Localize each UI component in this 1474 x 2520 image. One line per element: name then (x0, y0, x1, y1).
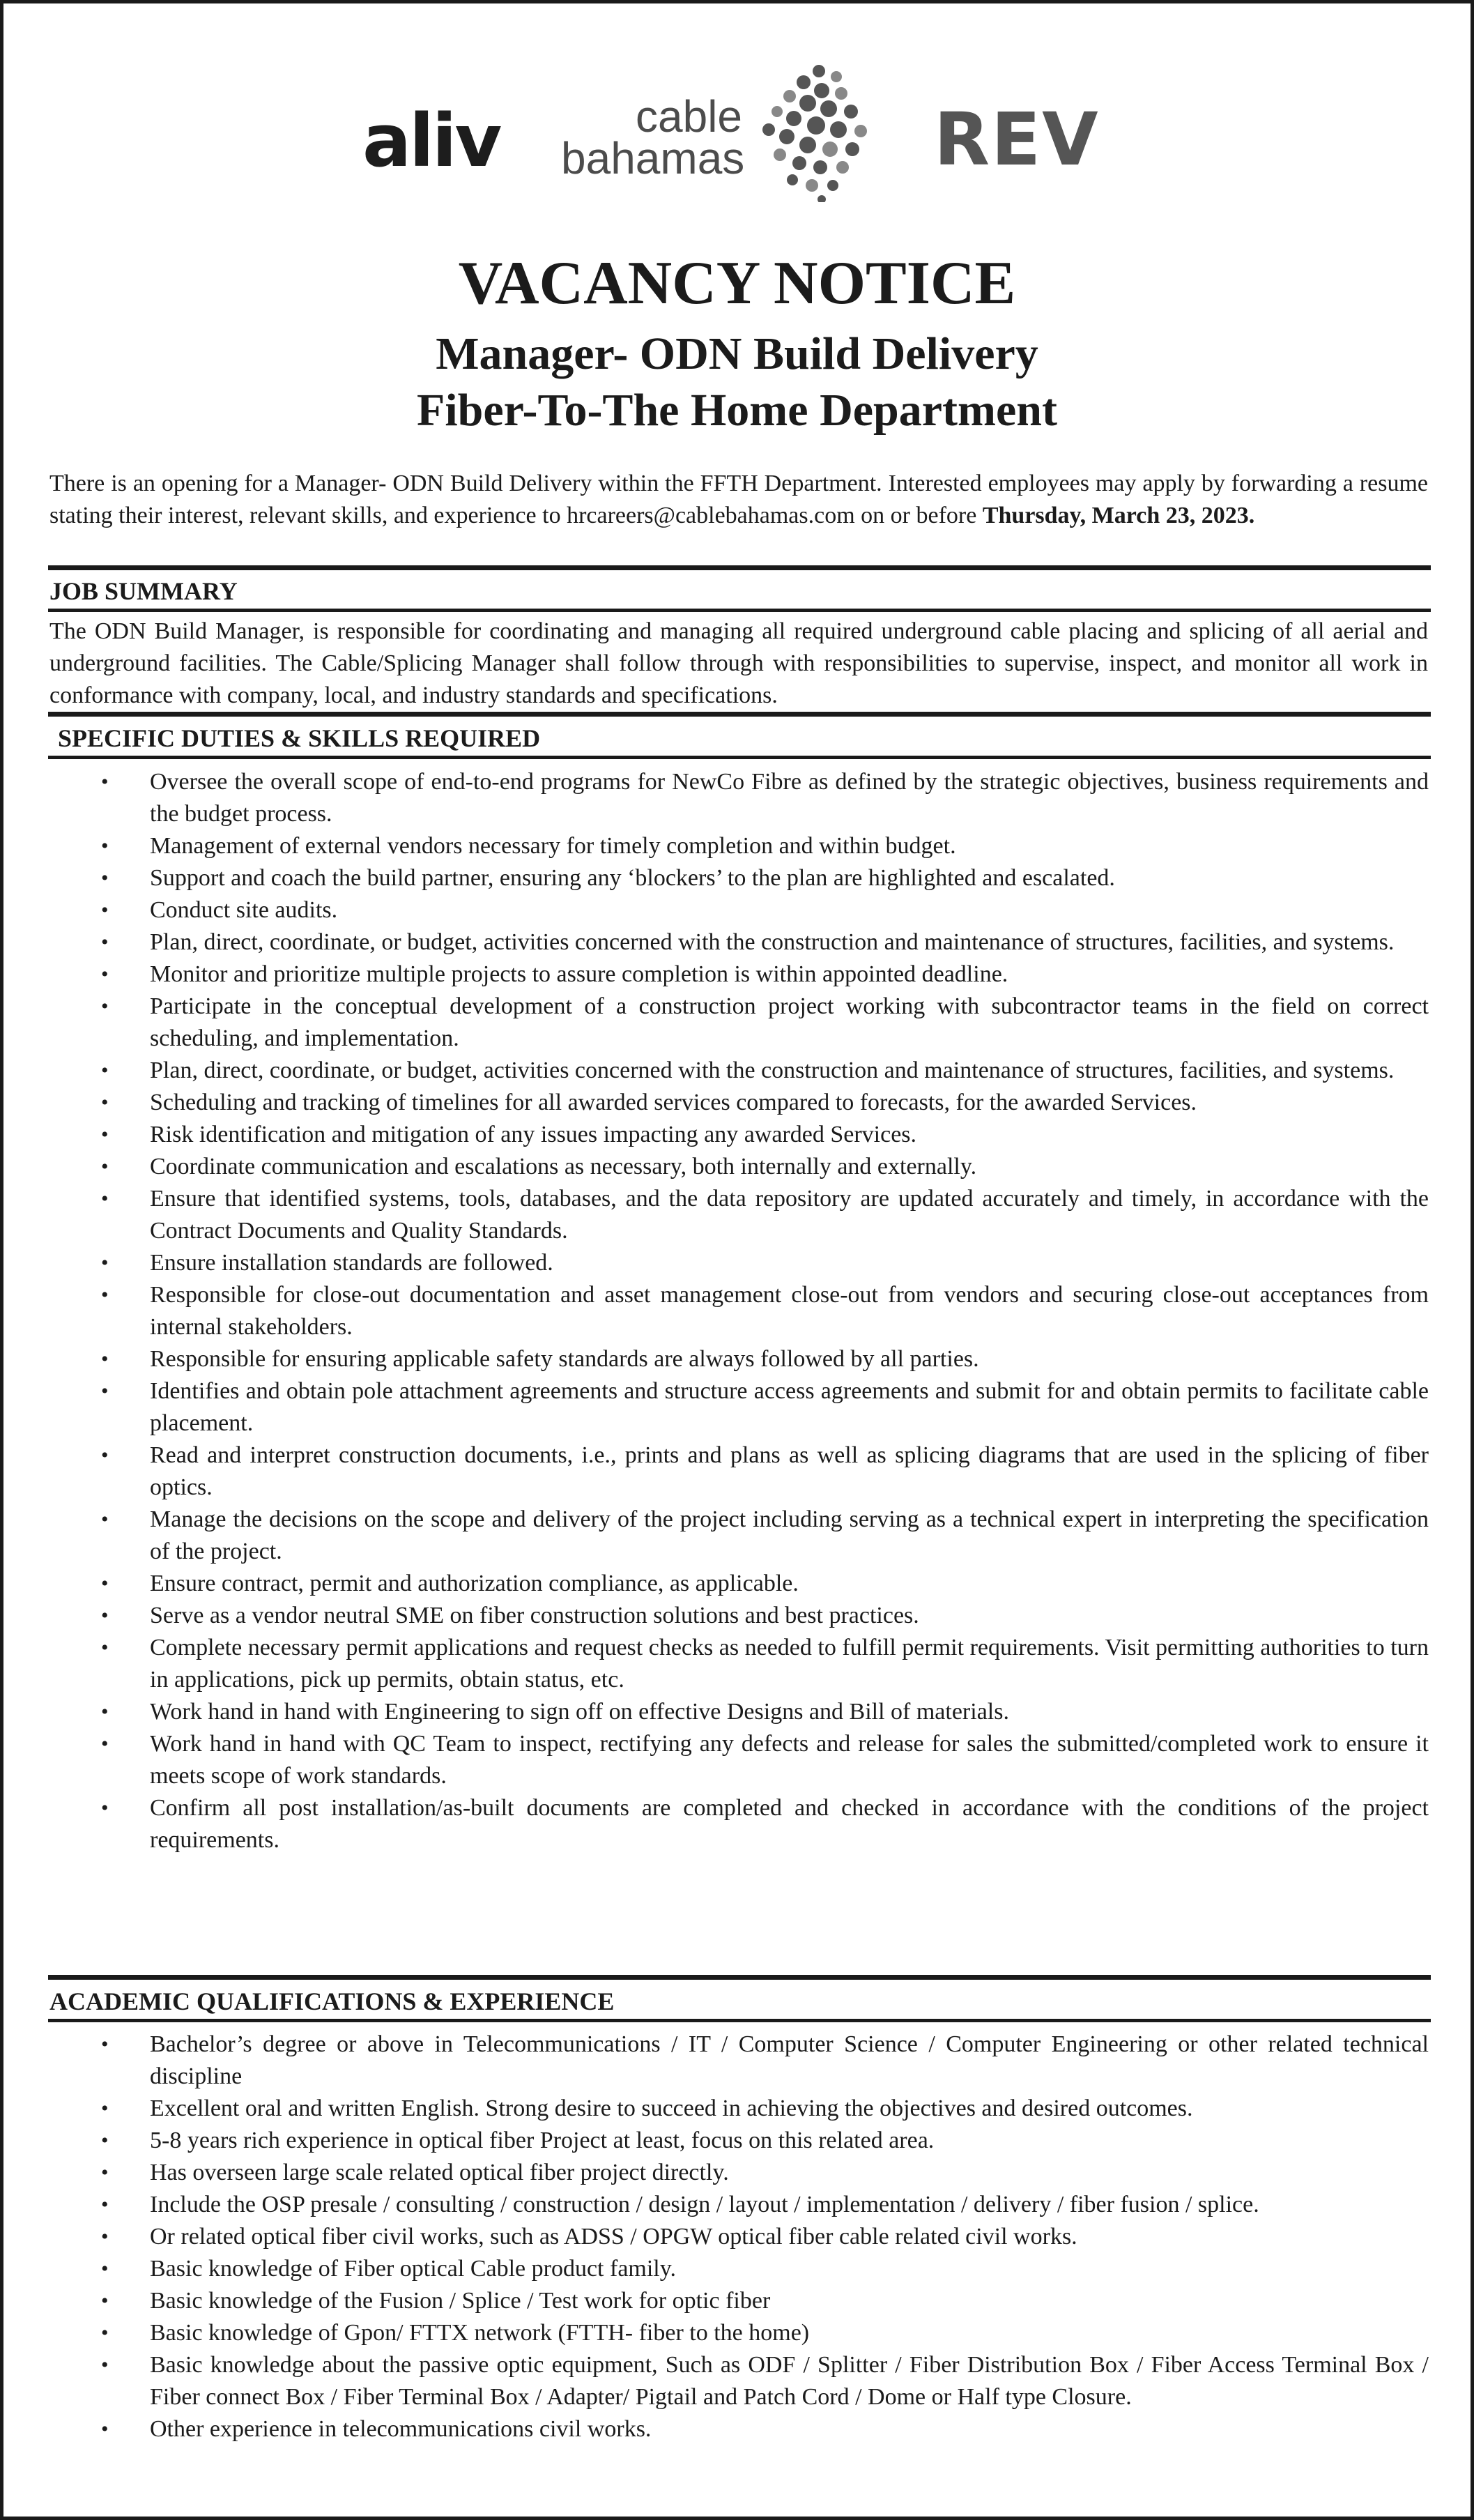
bullet-icon: • (101, 1444, 109, 1467)
bullet-icon: • (101, 1700, 109, 1723)
list-item (3, 2157, 1474, 2189)
bullet-icon: • (101, 2257, 109, 2280)
bullet-icon: • (101, 963, 109, 986)
bullet-icon: • (101, 1604, 109, 1627)
department-title: Fiber-To-The Home Department (417, 385, 1057, 436)
bullet-icon: • (101, 1283, 109, 1306)
list-item (3, 1696, 1474, 1728)
bullet-icon: • (101, 1187, 109, 1210)
bullet-icon: • (101, 2161, 109, 2184)
duties-heading: SPECIFIC DUTIES & SKILLS REQUIRED (58, 724, 541, 752)
bullet-icon: • (101, 2129, 109, 2152)
job-title: Manager- ODN Build Delivery (436, 328, 1038, 379)
list-item-text: Scheduling and tracking of timelines for all awarded services compared to forecasts, for the awarded Services. (150, 1090, 1197, 1115)
list-item (3, 894, 1474, 926)
bullet-icon: • (101, 2353, 109, 2376)
list-item (3, 1247, 1474, 1279)
section-divider (48, 609, 1431, 612)
list-item (3, 1343, 1474, 1375)
list-item (3, 1600, 1474, 1632)
bullet-icon: • (101, 1347, 109, 1370)
aliv-logo: aliv (362, 98, 500, 183)
list-item (3, 1504, 1474, 1568)
list-item-text: Read and interpret construction documents, i.e., prints and plans as well as splicing diagrams that are used in the splicing of fiber optics. (150, 1442, 1429, 1500)
bullet-icon: • (101, 1572, 109, 1595)
list-item (3, 862, 1474, 894)
list-item (3, 1375, 1474, 1440)
list-item (3, 2029, 1474, 2093)
rev-logo: REV (934, 97, 1100, 182)
list-item (3, 2413, 1474, 2445)
cable-bahamas-dots-logo-icon (749, 63, 889, 202)
intro-text: There is an opening for a Manager- ODN Build Delivery within the FFTH Department. Interested employees may apply by forwarding a resume stating their interest, relevant skills, and experience to hrcareers@cablebahamas.com on or before (49, 471, 1428, 528)
section-divider (48, 756, 1431, 759)
bullet-icon: • (101, 866, 109, 889)
cable-bahamas-logo-line1: cable (636, 91, 742, 142)
bullet-icon: • (101, 1059, 109, 1082)
section-divider (48, 712, 1431, 717)
list-item (3, 991, 1474, 1055)
list-item-text: Or related optical fiber civil works, such as ADSS / OPGW optical fiber cable related civil works. (150, 2224, 1077, 2250)
qualifications-heading: ACADEMIC QUALIFICATIONS & EXPERIENCE (49, 1987, 615, 2015)
list-item (3, 2093, 1474, 2125)
list-item-text: Excellent oral and written English. Strong desire to succeed in achieving the objectives and desired outcomes. (150, 2095, 1193, 2121)
bullet-icon: • (101, 2289, 109, 2312)
list-item (3, 1055, 1474, 1087)
section-divider (48, 1975, 1431, 1980)
list-item-text: Work hand in hand with QC Team to inspect, rectifying any defects and release for sales the submitted/completed work to ensure it meets scope of work standards. (150, 1731, 1429, 1789)
section-divider (48, 565, 1431, 570)
list-item-text: Identifies and obtain pole attachment agreements and structure access agreements and submit for and obtain permits to facilitate cable placement. (150, 1378, 1429, 1436)
list-item-text: Monitor and prioritize multiple projects to assure completion is within appointed deadline. (150, 961, 1008, 987)
bullet-icon: • (101, 2225, 109, 2248)
list-item-text: Ensure that identified systems, tools, databases, and the data repository are updated accurately and timely, in accordance with the Contract Documents and Quality Standards. (150, 1186, 1429, 1244)
list-item (3, 959, 1474, 991)
page-title: VACANCY NOTICE (458, 250, 1016, 317)
list-item (3, 1440, 1474, 1504)
list-item (3, 1792, 1474, 1856)
list-item-text: Responsible for close-out documentation and asset management close-out from vendors and securing close-out acceptances from internal stakeholders. (150, 1282, 1429, 1340)
qualifications-list (3, 2029, 1474, 2445)
bullet-icon: • (101, 2418, 109, 2441)
list-item (3, 2221, 1474, 2253)
bullet-icon: • (101, 770, 109, 793)
bullet-icon: • (101, 2321, 109, 2344)
list-item-text: Conduct site audits. (150, 897, 338, 923)
list-item-text: Include the OSP presale / consulting / construction / design / layout / implementation / delivery / fiber fusion / splice. (150, 2192, 1259, 2217)
duties-list (3, 766, 1474, 1856)
bullet-icon: • (101, 899, 109, 922)
list-item (3, 1279, 1474, 1343)
list-item (3, 2349, 1474, 2413)
list-item-text: Coordinate communication and escalations as necessary, both internally and externally. (150, 1154, 977, 1179)
cable-bahamas-logo-line2: bahamas (561, 133, 745, 183)
list-item-text: Participate in the conceptual development of a construction project working with subcontractor teams in the field on correct scheduling, and implementation. (150, 993, 1429, 1051)
list-item (3, 926, 1474, 959)
list-item (3, 1632, 1474, 1696)
list-item-text: Manage the decisions on the scope and delivery of the project including serving as a technical expert in interpreting the specification of the project. (150, 1506, 1429, 1564)
list-item-text: Ensure installation standards are followed. (150, 1250, 553, 1276)
list-item-text: Has overseen large scale related optical fiber project directly. (150, 2160, 729, 2185)
bullet-icon: • (101, 834, 109, 857)
list-item (3, 2253, 1474, 2285)
job-summary-text: The ODN Build Manager, is responsible for coordinating and managing all required underground cable placing and splicing of all aerial and underground facilities. The Cable/Splicing Manager shall follow through with responsibilities to supervise, inspect, and monitor all work in conformance with company, local, and industry standards and specifications. (49, 618, 1428, 708)
cable-bahamas-logo-text (561, 91, 745, 183)
list-item-text: Bachelor’s degree or above in Telecommunications / IT / Computer Science / Computer Engineering or other related technical discipline (150, 2031, 1429, 2089)
job-summary-heading: JOB SUMMARY (49, 577, 238, 605)
list-item (3, 1119, 1474, 1151)
logo-bar (3, 63, 1471, 202)
list-item-text: Plan, direct, coordinate, or budget, activities concerned with the construction and maintenance of structures, facilities, and systems. (150, 929, 1395, 955)
bullet-icon: • (101, 1732, 109, 1755)
list-item-text: Basic knowledge of Gpon/ FTTX network (FTTH- fiber to the home) (150, 2320, 810, 2346)
bullet-icon: • (101, 1091, 109, 1114)
list-item-text: Work hand in hand with Engineering to sign off on effective Designs and Bill of materials. (150, 1699, 1009, 1725)
bullet-icon: • (101, 931, 109, 954)
bullet-icon: • (101, 1123, 109, 1146)
list-item-text: Plan, direct, coordinate, or budget, activities concerned with the construction and maintenance of structures, facilities, and systems. (150, 1057, 1395, 1083)
list-item (3, 1728, 1474, 1792)
application-deadline: Thursday, March 23, 2023. (982, 503, 1255, 528)
bullet-icon: • (101, 1380, 109, 1403)
bullet-icon: • (101, 1636, 109, 1659)
bullet-icon: • (101, 1508, 109, 1531)
list-item (3, 2189, 1474, 2221)
list-item-text: Basic knowledge about the passive optic equipment, Such as ODF / Splitter / Fiber Distribution Box / Fiber Access Terminal Box / Fiber connect Box / Fiber Terminal Box / Adapter/ Pigtail and Patch Cord / Dome or Half type Closure. (150, 2352, 1429, 2410)
list-item (3, 1183, 1474, 1247)
list-item (3, 2125, 1474, 2157)
list-item (3, 1568, 1474, 1600)
bullet-icon: • (101, 2097, 109, 2120)
bullet-icon: • (101, 1251, 109, 1274)
list-item-text: Oversee the overall scope of end-to-end programs for NewCo Fibre as defined by the strategic objectives, business requirements and the budget process. (150, 769, 1429, 827)
list-item (3, 1087, 1474, 1119)
bullet-icon: • (101, 1796, 109, 1819)
list-item-text: Management of external vendors necessary for timely completion and within budget. (150, 833, 956, 859)
list-item-text: Serve as a vendor neutral SME on fiber construction solutions and best practices. (150, 1603, 919, 1628)
list-item-text: Basic knowledge of the Fusion / Splice / Test work for optic fiber (150, 2288, 771, 2314)
bullet-icon: • (101, 995, 109, 1018)
list-item-text: Other experience in telecommunications civil works. (150, 2416, 652, 2442)
bullet-icon: • (101, 2033, 109, 2056)
list-item (3, 2317, 1474, 2349)
list-item (3, 1151, 1474, 1183)
list-item (3, 830, 1474, 862)
list-item-text: Responsible for ensuring applicable safety standards are always followed by all parties. (150, 1346, 979, 1372)
list-item-text: Ensure contract, permit and authorization compliance, as applicable. (150, 1571, 799, 1596)
list-item-text: Complete necessary permit applications and request checks as needed to fulfill permit requirements. Visit permitting authorities to turn in applications, pick up permits, obtain status, etc. (150, 1635, 1429, 1693)
section-divider (48, 2019, 1431, 2022)
list-item-text: Risk identification and mitigation of any issues impacting any awarded Services. (150, 1122, 917, 1147)
list-item (3, 766, 1474, 830)
intro-paragraph (49, 468, 1428, 532)
bullet-icon: • (101, 1155, 109, 1178)
bullet-icon: • (101, 2193, 109, 2216)
list-item-text: Support and coach the build partner, ensuring any ‘blockers’ to the plan are highlighted and escalated. (150, 865, 1115, 891)
list-item-text: Confirm all post installation/as-built documents are completed and checked in accordance with the conditions of the project requirements. (150, 1795, 1429, 1853)
list-item-text: Basic knowledge of Fiber optical Cable product family. (150, 2256, 677, 2282)
list-item (3, 2285, 1474, 2317)
list-item-text: 5-8 years rich experience in optical fiber Project at least, focus on this related area. (150, 2128, 935, 2153)
